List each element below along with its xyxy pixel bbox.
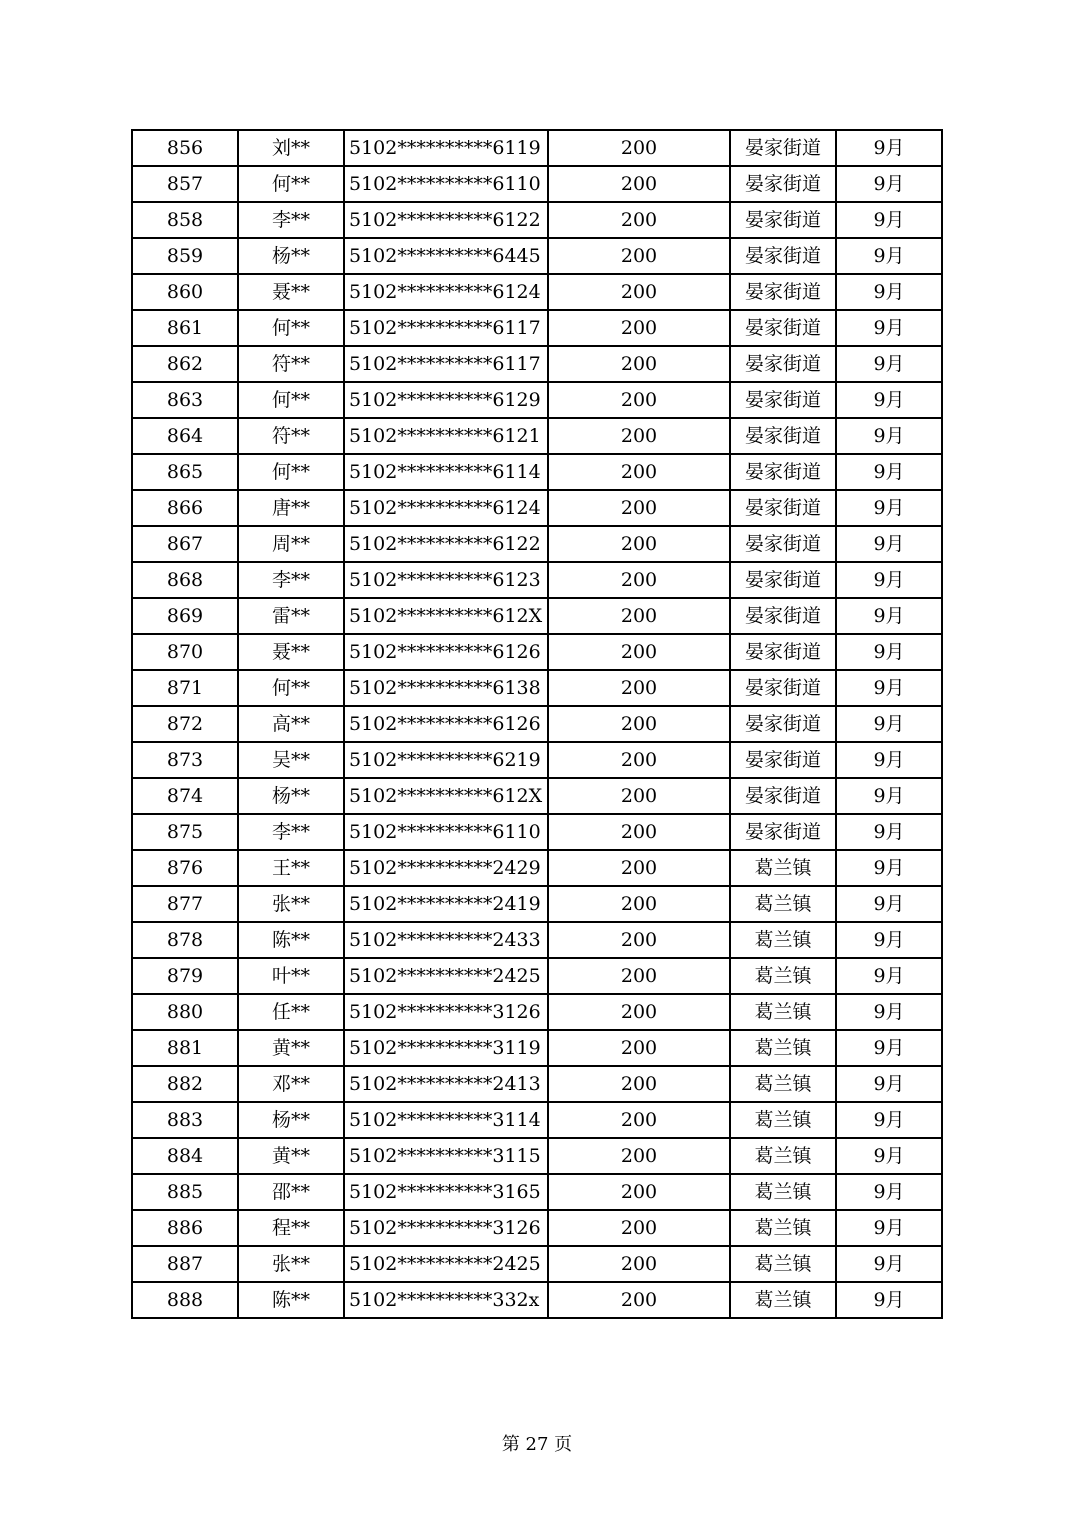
cell-month: 9月 (836, 634, 942, 670)
cell-serial-number: 886 (132, 1210, 238, 1246)
cell-month: 9月 (836, 1246, 942, 1282)
cell-month: 9月 (836, 490, 942, 526)
cell-amount: 200 (548, 850, 730, 886)
cell-id-number: 5102**********612X (344, 778, 548, 814)
cell-area: 晏家街道 (730, 778, 836, 814)
cell-month: 9月 (836, 598, 942, 634)
cell-area: 晏家街道 (730, 310, 836, 346)
cell-amount: 200 (548, 670, 730, 706)
cell-amount: 200 (548, 274, 730, 310)
cell-month: 9月 (836, 1066, 942, 1102)
cell-name: 杨** (238, 238, 344, 274)
cell-amount: 200 (548, 130, 730, 166)
cell-area: 晏家街道 (730, 670, 836, 706)
cell-month: 9月 (836, 814, 942, 850)
cell-name: 叶** (238, 958, 344, 994)
cell-name: 聂** (238, 274, 344, 310)
cell-serial-number: 869 (132, 598, 238, 634)
cell-serial-number: 879 (132, 958, 238, 994)
cell-serial-number: 874 (132, 778, 238, 814)
cell-serial-number: 871 (132, 670, 238, 706)
cell-month: 9月 (836, 742, 942, 778)
cell-name: 符** (238, 418, 344, 454)
table-row (132, 418, 942, 454)
table-row (132, 778, 942, 814)
cell-area: 晏家街道 (730, 202, 836, 238)
cell-serial-number: 878 (132, 922, 238, 958)
cell-id-number: 5102**********2433 (344, 922, 548, 958)
cell-area: 葛兰镇 (730, 958, 836, 994)
cell-month: 9月 (836, 958, 942, 994)
cell-name: 何** (238, 454, 344, 490)
cell-name: 杨** (238, 1102, 344, 1138)
cell-month: 9月 (836, 454, 942, 490)
table-row (132, 670, 942, 706)
cell-amount: 200 (548, 742, 730, 778)
cell-amount: 200 (548, 454, 730, 490)
table-row (132, 166, 942, 202)
cell-serial-number: 882 (132, 1066, 238, 1102)
cell-serial-number: 880 (132, 994, 238, 1030)
cell-month: 9月 (836, 526, 942, 562)
cell-name: 何** (238, 382, 344, 418)
cell-name: 唐** (238, 490, 344, 526)
cell-amount: 200 (548, 886, 730, 922)
cell-name: 李** (238, 562, 344, 598)
cell-area: 晏家街道 (730, 238, 836, 274)
table-row (132, 1282, 942, 1318)
cell-area: 葛兰镇 (730, 1282, 836, 1318)
cell-amount: 200 (548, 202, 730, 238)
table-row (132, 526, 942, 562)
cell-id-number: 5102**********3115 (344, 1138, 548, 1174)
cell-id-number: 5102**********6117 (344, 346, 548, 382)
cell-serial-number: 881 (132, 1030, 238, 1066)
table-row (132, 346, 942, 382)
cell-name: 黄** (238, 1030, 344, 1066)
cell-area: 葛兰镇 (730, 1210, 836, 1246)
cell-area: 晏家街道 (730, 382, 836, 418)
cell-serial-number: 883 (132, 1102, 238, 1138)
table-row (132, 310, 942, 346)
table-row (132, 1066, 942, 1102)
table-row (132, 634, 942, 670)
cell-month: 9月 (836, 670, 942, 706)
cell-serial-number: 877 (132, 886, 238, 922)
table-row (132, 1174, 942, 1210)
cell-month: 9月 (836, 418, 942, 454)
cell-area: 晏家街道 (730, 346, 836, 382)
cell-month: 9月 (836, 382, 942, 418)
cell-serial-number: 872 (132, 706, 238, 742)
cell-area: 晏家街道 (730, 418, 836, 454)
table-row (132, 886, 942, 922)
cell-amount: 200 (548, 166, 730, 202)
cell-id-number: 5102**********6121 (344, 418, 548, 454)
cell-serial-number: 888 (132, 1282, 238, 1318)
cell-serial-number: 861 (132, 310, 238, 346)
cell-month: 9月 (836, 1102, 942, 1138)
cell-id-number: 5102**********2419 (344, 886, 548, 922)
cell-id-number: 5102**********6126 (344, 706, 548, 742)
cell-area: 晏家街道 (730, 706, 836, 742)
cell-month: 9月 (836, 886, 942, 922)
cell-id-number: 5102**********3119 (344, 1030, 548, 1066)
cell-area: 葛兰镇 (730, 1030, 836, 1066)
cell-serial-number: 870 (132, 634, 238, 670)
cell-name: 李** (238, 202, 344, 238)
cell-serial-number: 885 (132, 1174, 238, 1210)
cell-id-number: 5102**********2429 (344, 850, 548, 886)
cell-id-number: 5102**********6123 (344, 562, 548, 598)
cell-area: 葛兰镇 (730, 922, 836, 958)
cell-amount: 200 (548, 418, 730, 454)
cell-month: 9月 (836, 1282, 942, 1318)
cell-serial-number: 859 (132, 238, 238, 274)
table-row (132, 814, 942, 850)
cell-serial-number: 862 (132, 346, 238, 382)
cell-name: 黄** (238, 1138, 344, 1174)
cell-month: 9月 (836, 130, 942, 166)
cell-id-number: 5102**********6129 (344, 382, 548, 418)
cell-amount: 200 (548, 562, 730, 598)
cell-name: 王** (238, 850, 344, 886)
cell-serial-number: 864 (132, 418, 238, 454)
cell-month: 9月 (836, 778, 942, 814)
cell-name: 张** (238, 1246, 344, 1282)
cell-amount: 200 (548, 238, 730, 274)
cell-amount: 200 (548, 706, 730, 742)
cell-name: 何** (238, 670, 344, 706)
cell-id-number: 5102**********6119 (344, 130, 548, 166)
cell-serial-number: 863 (132, 382, 238, 418)
cell-area: 晏家街道 (730, 634, 836, 670)
cell-amount: 200 (548, 382, 730, 418)
cell-area: 葛兰镇 (730, 886, 836, 922)
cell-area: 晏家街道 (730, 166, 836, 202)
table-row (132, 1246, 942, 1282)
cell-serial-number: 884 (132, 1138, 238, 1174)
cell-area: 晏家街道 (730, 814, 836, 850)
cell-name: 陈** (238, 922, 344, 958)
cell-month: 9月 (836, 202, 942, 238)
cell-name: 杨** (238, 778, 344, 814)
cell-serial-number: 876 (132, 850, 238, 886)
table-row (132, 490, 942, 526)
table-row (132, 202, 942, 238)
cell-serial-number: 860 (132, 274, 238, 310)
table-row (132, 382, 942, 418)
cell-name: 任** (238, 994, 344, 1030)
cell-month: 9月 (836, 994, 942, 1030)
table-row (132, 850, 942, 886)
cell-amount: 200 (548, 346, 730, 382)
cell-area: 晏家街道 (730, 130, 836, 166)
cell-amount: 200 (548, 1066, 730, 1102)
cell-id-number: 5102**********3165 (344, 1174, 548, 1210)
cell-amount: 200 (548, 310, 730, 346)
cell-name: 雷** (238, 598, 344, 634)
cell-name: 陈** (238, 1282, 344, 1318)
cell-month: 9月 (836, 850, 942, 886)
cell-area: 晏家街道 (730, 490, 836, 526)
cell-amount: 200 (548, 490, 730, 526)
cell-name: 程** (238, 1210, 344, 1246)
table-row (132, 1210, 942, 1246)
cell-id-number: 5102**********6114 (344, 454, 548, 490)
cell-amount: 200 (548, 1282, 730, 1318)
cell-month: 9月 (836, 310, 942, 346)
cell-id-number: 5102**********6122 (344, 202, 548, 238)
table-row (132, 1102, 942, 1138)
cell-id-number: 5102**********6110 (344, 166, 548, 202)
cell-serial-number: 856 (132, 130, 238, 166)
page-number: 第 27 页 (501, 1434, 573, 1455)
cell-id-number: 5102**********6110 (344, 814, 548, 850)
table-row (132, 238, 942, 274)
cell-amount: 200 (548, 994, 730, 1030)
table-row (132, 562, 942, 598)
cell-name: 吴** (238, 742, 344, 778)
cell-serial-number: 865 (132, 454, 238, 490)
cell-amount: 200 (548, 1138, 730, 1174)
table-row (132, 1030, 942, 1066)
cell-id-number: 5102**********612X (344, 598, 548, 634)
cell-area: 葛兰镇 (730, 1066, 836, 1102)
cell-id-number: 5102**********6126 (344, 634, 548, 670)
table-row (132, 598, 942, 634)
cell-id-number: 5102**********332x (344, 1282, 548, 1318)
cell-amount: 200 (548, 1210, 730, 1246)
cell-name: 符** (238, 346, 344, 382)
cell-area: 葛兰镇 (730, 1174, 836, 1210)
cell-id-number: 5102**********6445 (344, 238, 548, 274)
cell-amount: 200 (548, 922, 730, 958)
cell-serial-number: 858 (132, 202, 238, 238)
cell-month: 9月 (836, 238, 942, 274)
cell-name: 聂** (238, 634, 344, 670)
cell-area: 葛兰镇 (730, 1246, 836, 1282)
table-row (132, 454, 942, 490)
cell-name: 何** (238, 310, 344, 346)
table-row (132, 1138, 942, 1174)
cell-area: 晏家街道 (730, 274, 836, 310)
cell-month: 9月 (836, 562, 942, 598)
cell-serial-number: 866 (132, 490, 238, 526)
cell-serial-number: 867 (132, 526, 238, 562)
cell-amount: 200 (548, 634, 730, 670)
table-body (132, 130, 942, 1318)
cell-area: 葛兰镇 (730, 1102, 836, 1138)
subsidy-list-table (131, 129, 943, 1319)
cell-area: 葛兰镇 (730, 994, 836, 1030)
cell-id-number: 5102**********6138 (344, 670, 548, 706)
cell-id-number: 5102**********3126 (344, 1210, 548, 1246)
cell-name: 何** (238, 166, 344, 202)
table-row (132, 958, 942, 994)
cell-id-number: 5102**********6122 (344, 526, 548, 562)
cell-area: 晏家街道 (730, 454, 836, 490)
cell-amount: 200 (548, 814, 730, 850)
cell-area: 晏家街道 (730, 742, 836, 778)
cell-amount: 200 (548, 598, 730, 634)
cell-amount: 200 (548, 1030, 730, 1066)
cell-id-number: 5102**********6117 (344, 310, 548, 346)
cell-id-number: 5102**********6124 (344, 274, 548, 310)
cell-month: 9月 (836, 1138, 942, 1174)
cell-name: 周** (238, 526, 344, 562)
cell-area: 晏家街道 (730, 526, 836, 562)
cell-id-number: 5102**********3126 (344, 994, 548, 1030)
cell-amount: 200 (548, 1174, 730, 1210)
cell-id-number: 5102**********6124 (344, 490, 548, 526)
cell-name: 邵** (238, 1174, 344, 1210)
table-row (132, 994, 942, 1030)
cell-serial-number: 887 (132, 1246, 238, 1282)
cell-month: 9月 (836, 1174, 942, 1210)
cell-serial-number: 873 (132, 742, 238, 778)
cell-month: 9月 (836, 1030, 942, 1066)
cell-serial-number: 868 (132, 562, 238, 598)
cell-amount: 200 (548, 1246, 730, 1282)
cell-serial-number: 857 (132, 166, 238, 202)
cell-id-number: 5102**********2413 (344, 1066, 548, 1102)
cell-name: 高** (238, 706, 344, 742)
cell-amount: 200 (548, 778, 730, 814)
cell-id-number: 5102**********2425 (344, 1246, 548, 1282)
cell-id-number: 5102**********6219 (344, 742, 548, 778)
cell-area: 葛兰镇 (730, 1138, 836, 1174)
cell-serial-number: 875 (132, 814, 238, 850)
cell-area: 晏家街道 (730, 598, 836, 634)
cell-name: 邓** (238, 1066, 344, 1102)
table-row (132, 274, 942, 310)
cell-month: 9月 (836, 706, 942, 742)
cell-amount: 200 (548, 526, 730, 562)
cell-name: 张** (238, 886, 344, 922)
cell-name: 刘** (238, 130, 344, 166)
cell-area: 葛兰镇 (730, 850, 836, 886)
cell-name: 李** (238, 814, 344, 850)
cell-month: 9月 (836, 922, 942, 958)
cell-month: 9月 (836, 1210, 942, 1246)
cell-month: 9月 (836, 274, 942, 310)
cell-id-number: 5102**********3114 (344, 1102, 548, 1138)
cell-amount: 200 (548, 1102, 730, 1138)
cell-area: 晏家街道 (730, 562, 836, 598)
cell-amount: 200 (548, 958, 730, 994)
table-row (132, 130, 942, 166)
table-row (132, 706, 942, 742)
cell-month: 9月 (836, 346, 942, 382)
table-row (132, 742, 942, 778)
cell-month: 9月 (836, 166, 942, 202)
table-row (132, 922, 942, 958)
cell-id-number: 5102**********2425 (344, 958, 548, 994)
